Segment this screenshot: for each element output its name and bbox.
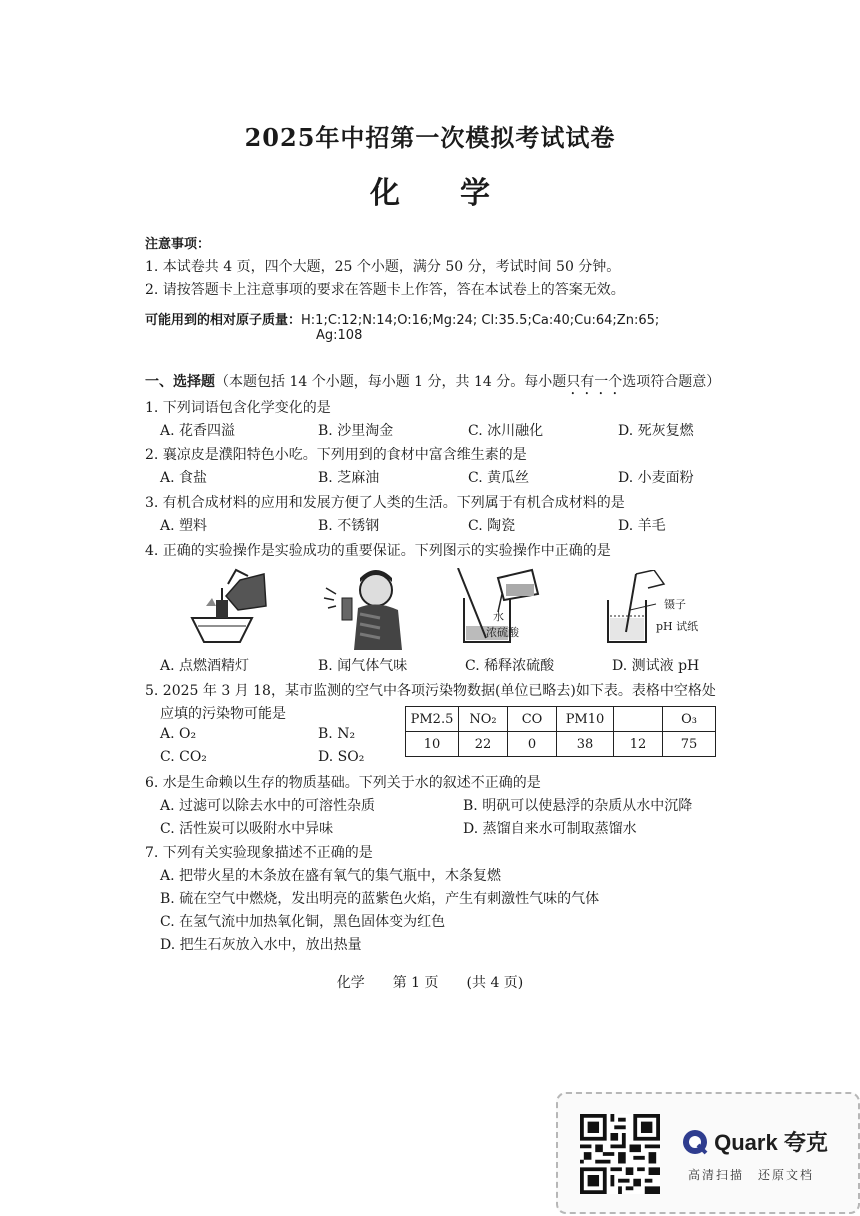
q1-option-c: C. 冰川融化 [468,423,544,439]
question-1-stem: 1. 下列词语包含化学变化的是 [145,400,331,416]
q4-option-d: D. 测试液 pH [612,658,700,674]
q5-option-a: A. O₂ [160,726,197,742]
table-header-cell: CO [508,707,557,732]
table-header-cell: O₃ [663,707,716,732]
table-header-cell: NO₂ [459,707,508,732]
q7-option-b: B. 硫在空气中燃烧，发出明亮的蓝紫色火焰，产生有刺激性气味的气体 [160,891,600,907]
question-2-stem: 2. 襄凉皮是濮阳特色小吃。下列用到的食材中富含维生素的是 [145,447,527,463]
question-6-stem: 6. 水是生命赖以生存的物质基础。下列关于水的叙述不正确的是 [145,775,541,791]
table-header-cell: PM2.5 [406,707,459,732]
tweezers-label: 镊子 [664,598,686,611]
smell-gas-figure [320,564,410,650]
table-cell: 75 [663,732,716,757]
q5-option-c: C. CO₂ [160,749,207,765]
page-footer: 化学 第 1 页 (共 4 页) [336,975,524,991]
notice-item-1: 1. 本试卷共 4 页，四个大题，25 个小题，满分 50 分，考试时间 50 分钟。 [145,259,621,275]
table-cell: 12 [614,732,663,757]
table-header-cell-blank [614,707,663,732]
q6-option-d: D. 蒸馏自来水可制取蒸馏水 [463,821,637,837]
table-cell: 10 [406,732,459,757]
quark-tagline: 高清扫描 还原文档 [688,1168,815,1182]
notice-item-2: 2. 请按答题卡上注意事项的要求在答题卡上作答，答在本试卷上的答案无效。 [145,282,625,298]
section-1-heading [145,371,720,398]
atomic-mass-values-2: Ag:108 [316,328,363,343]
section-1-desc-end: 选项符合题意） [622,374,721,390]
q2-option-a: A. 食盐 [160,470,208,486]
table-row [406,707,716,732]
q1-option-a: A. 花香四溢 [160,423,236,439]
quark-logo [682,1126,828,1157]
q2-option-c: C. 黄瓜丝 [468,470,530,486]
question-4-stem: 4. 正确的实验操作是实验成功的重要保证。下列图示的实验操作中正确的是 [145,543,611,559]
q4-option-a: A. 点燃酒精灯 [160,658,250,674]
exam-title: 2025年中招第一次模拟考试试卷 [244,123,616,152]
table-row [406,732,716,757]
subject-title: 化 学 [370,176,490,211]
ph-paper-label: pH 试纸 [656,620,699,633]
q6-option-b: B. 明矾可以使悬浮的杂质从水中沉降 [463,798,693,814]
quark-logo-icon [682,1129,708,1155]
q3-option-b: B. 不锈钢 [318,518,380,534]
section-1-desc: （本题包括 14 个小题，每小题 1 分，共 14 分。每小题 [215,374,567,390]
q4-option-c: C. 稀释浓硫酸 [465,658,555,674]
q7-option-c: C. 在氢气流中加热氧化铜，黑色固体变为红色 [160,914,446,930]
q6-option-a: A. 过滤可以除去水中的可溶性杂质 [160,798,376,814]
atomic-mass-label: 可能用到的相对原子质量： [145,313,302,328]
q3-option-c: C. 陶瓷 [468,518,516,534]
alcohol-lamp-figure [178,566,270,648]
q5-option-b: B. N₂ [318,726,356,742]
q6-option-c: C. 活性炭可以吸附水中异味 [160,821,334,837]
notice-heading: 注意事项： [145,237,211,252]
q3-option-d: D. 羊毛 [618,518,666,534]
water-label: 水 [493,610,504,623]
acid-label: 浓硫酸 [486,626,519,639]
question-5-stem: 5. 2025 年 3 月 18，某市监测的空气中各项污染物数据(单位已略去)如下表。表格中空格处 [145,683,716,699]
q5-option-d: D. SO₂ [318,749,365,765]
atomic-mass-values: H:1;C:12;N:14;O:16;Mg:24; Cl:35.5;Ca:40;Cu:64;Zn:65; [301,313,660,328]
q4-option-b: B. 闻气体气味 [318,658,408,674]
q1-option-b: B. 沙里淘金 [318,423,394,439]
section-1-title: 一、选择题 [145,374,215,390]
quark-badge[interactable] [556,1092,860,1214]
table-cell: 0 [508,732,557,757]
table-cell: 22 [459,732,508,757]
q7-option-a: A. 把带火星的木条放在盛有氧气的集气瓶中，木条复燃 [160,868,502,884]
qr-code-icon [580,1114,660,1194]
quark-brand-text: Quark 夸克 [714,1130,828,1155]
table-cell: 38 [557,732,614,757]
q2-option-d: D. 小麦面粉 [618,470,694,486]
q2-option-b: B. 芝麻油 [318,470,380,486]
section-1-emphasis: 只有一个 [566,374,623,390]
atomic-mass-line [145,309,659,328]
question-3-stem: 3. 有机合成材料的应用和发展方便了人类的生活。下列属于有机合成材料的是 [145,495,625,511]
question-7-stem: 7. 下列有关实验现象描述不正确的是 [145,845,373,861]
q7-option-d: D. 把生石灰放入水中，放出热量 [160,937,362,953]
question-5-stem-2: 应填的污染物可能是 [160,706,286,722]
q3-option-a: A. 塑料 [160,518,208,534]
pollutant-table [405,706,716,757]
q1-option-d: D. 死灰复燃 [618,423,694,439]
table-header-cell: PM10 [557,707,614,732]
